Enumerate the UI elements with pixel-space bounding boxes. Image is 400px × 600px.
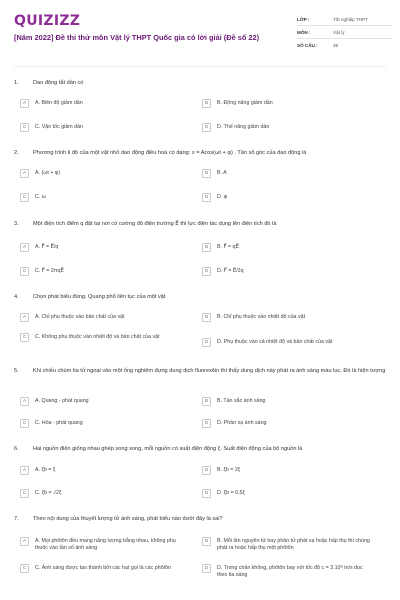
question-number: 7. [14, 516, 19, 522]
option-text: D. Phản xạ ánh sáng [217, 420, 267, 426]
option-a[interactable] [20, 244, 180, 252]
option-text: B. Mỗi lần nguyên tử hay phân tử phát xạ hoặc hấp thụ thì chúng phát ra hoặc hấp thụ một phôtôn [217, 538, 370, 551]
worksheet-header [0, 0, 400, 62]
option-text: B. Động năng giảm dần [217, 100, 273, 106]
option-text: C. ω [35, 194, 46, 200]
option-letter: B [202, 169, 211, 178]
option-a[interactable] [20, 314, 180, 322]
page-title: [Năm 2022] Đề thi thử môn Vật lý THPT Quốc gia có lời giải (Đề số 22) [14, 33, 260, 42]
question-number: 4. [14, 294, 19, 300]
option-letter: B [202, 99, 211, 108]
option-c[interactable] [20, 565, 180, 573]
meta-row-class [297, 13, 392, 26]
option-text: B. ξb = 2ξ [217, 467, 241, 473]
option-b[interactable] [202, 100, 370, 108]
option-letter: D [202, 338, 211, 347]
option-letter: C [20, 193, 29, 202]
option-text: A. Mọi phôtôn đều mang năng lượng bằng nhau, không phụ thuộc vào tần số ánh sáng [35, 538, 176, 551]
option-letter: B [202, 466, 211, 475]
option-a[interactable] [20, 398, 180, 406]
option-d[interactable] [202, 420, 370, 428]
option-c[interactable] [20, 334, 180, 342]
option-text: B. Chỉ phụ thuộc vào nhiệt độ của vật [217, 314, 306, 320]
option-letter: A [20, 537, 29, 546]
option-text: D. Thế năng giảm dần [217, 124, 270, 130]
option-text: B. Tán sắc ánh sáng [217, 398, 266, 404]
option-text: A. Chỉ phụ thuộc vào bản chất của vật [35, 314, 125, 320]
option-b[interactable] [202, 314, 370, 322]
option-c[interactable] [20, 124, 180, 132]
option-letter: A [20, 313, 29, 322]
option-letter: B [202, 397, 211, 406]
question-text: Dao động tắt dần có [33, 80, 84, 86]
option-c[interactable] [20, 268, 180, 276]
meta-row-count [297, 39, 392, 52]
option-letter: C [20, 419, 29, 428]
option-b[interactable] [202, 244, 370, 252]
option-letter: D [202, 123, 211, 132]
option-d[interactable] [202, 194, 370, 202]
question-number: 2. [14, 150, 19, 156]
option-a[interactable] [20, 170, 180, 178]
option-text: D. F⃗ = E⃗/2q [217, 268, 244, 274]
option-text: A. Biên độ giảm dần [35, 100, 83, 106]
option-b[interactable] [202, 467, 370, 475]
question-text: Phương trình li độ của một vật nhỏ dao động điều hoà có dạng: x = Acos(ωt + φ) . Tần số góc của dao động là [33, 150, 307, 156]
option-d[interactable] [202, 268, 370, 276]
option-letter: D [202, 193, 211, 202]
option-b[interactable] [202, 170, 370, 178]
option-text: A. F⃗ = E⃗/q [35, 244, 59, 250]
option-letter: B [202, 313, 211, 322]
header-divider [14, 66, 386, 67]
meta-key: LỚP : [297, 16, 310, 22]
option-letter: C [20, 564, 29, 573]
option-text: A. ξb = ξ [35, 467, 56, 473]
option-c[interactable] [20, 490, 180, 498]
option-a[interactable] [20, 467, 180, 475]
option-letter: C [20, 123, 29, 132]
meta-key: MÔN : [297, 29, 311, 35]
question-text: Theo nội dung của thuyết lượng tử ánh sáng, phát biểu nào dưới đây là sai? [33, 516, 223, 522]
question-number: 5. [14, 368, 19, 374]
option-letter: D [202, 489, 211, 498]
option-letter: D [202, 564, 211, 573]
option-text: D. φ [217, 194, 228, 200]
question-number: 6. [14, 446, 19, 452]
question-text: Một điện tích điểm q đặt tại nơi có cường độ điện trường E⃗ thì lực điện tác dụng lên điện tích đó là [33, 221, 277, 227]
option-text: C. ξb = √2ξ [35, 490, 62, 496]
option-d[interactable] [202, 124, 370, 132]
option-b[interactable] [202, 538, 370, 552]
option-letter: C [20, 489, 29, 498]
option-letter: A [20, 243, 29, 252]
meta-value: Tốt nghiệp THPT [333, 16, 368, 22]
question-text: Hai nguồn điện giống nhau ghép song song, mỗi nguồn có suất điện động ξ. Suất điện động của bộ nguồn là [33, 446, 303, 452]
option-letter: B [202, 243, 211, 252]
option-b[interactable] [202, 398, 370, 406]
option-text: C. Không phụ thuộc vào nhiệt độ và bản chất của vật [35, 334, 160, 340]
option-letter: D [202, 267, 211, 276]
option-c[interactable] [20, 420, 180, 428]
meta-panel [297, 13, 392, 52]
option-d[interactable] [202, 565, 370, 579]
option-text: B. F⃗ = qE⃗ [217, 244, 239, 250]
option-text: D. Phụ thuộc vào cả nhiệt độ và bản chất của vật [217, 339, 333, 345]
question-number: 1. [14, 80, 19, 86]
option-d[interactable] [202, 490, 370, 498]
option-a[interactable] [20, 100, 180, 108]
option-text: D. Trong chân không, phôtôn bay với tốc độ c = 3.10⁸ m/s dọc theo tia sáng [217, 565, 363, 578]
option-text: D. ξb = 0,5ξ [217, 490, 245, 496]
option-text: C. Ánh sáng được tạo thành bởi các hạt gọi là các phôtôn [35, 565, 171, 571]
option-letter: C [20, 333, 29, 342]
option-letter: A [20, 99, 29, 108]
option-text: C. Vận tốc giảm dần [35, 124, 83, 130]
question-text: Khi chiếu chùm tia tử ngoại vào một ống nghiệm đựng dung dịch fluorexêin thì thấy dung dịch này phát ra ánh sáng màu lục. Đó là hiện tượng [33, 368, 386, 374]
option-letter: A [20, 466, 29, 475]
option-text: B. A [217, 170, 227, 176]
option-letter: C [20, 267, 29, 276]
option-letter: A [20, 397, 29, 406]
option-text: A. (ωt + φ) [35, 170, 61, 176]
meta-key: SỐ CÂU : [297, 43, 318, 48]
quizizz-logo [14, 13, 80, 29]
option-letter: A [20, 169, 29, 178]
option-a[interactable] [20, 538, 180, 552]
option-text: C. F⃗ = 2πqE⃗ [35, 268, 64, 274]
option-text: A. Quang - phát quang [35, 398, 89, 404]
meta-row-subject [297, 26, 392, 39]
option-c[interactable] [20, 194, 180, 202]
option-letter: D [202, 419, 211, 428]
question-text: Chọn phát biểu đúng. Quang phổ liên tục của một vật [33, 294, 166, 300]
meta-value: 39 [333, 43, 339, 48]
logo-text: QUIZIZZ [14, 13, 81, 29]
option-letter: B [202, 537, 211, 546]
question-number: 3. [14, 221, 19, 227]
meta-value: Vật lý [333, 29, 345, 35]
option-text: C. Hóa - phát quang [35, 420, 83, 426]
option-d[interactable] [202, 339, 370, 347]
